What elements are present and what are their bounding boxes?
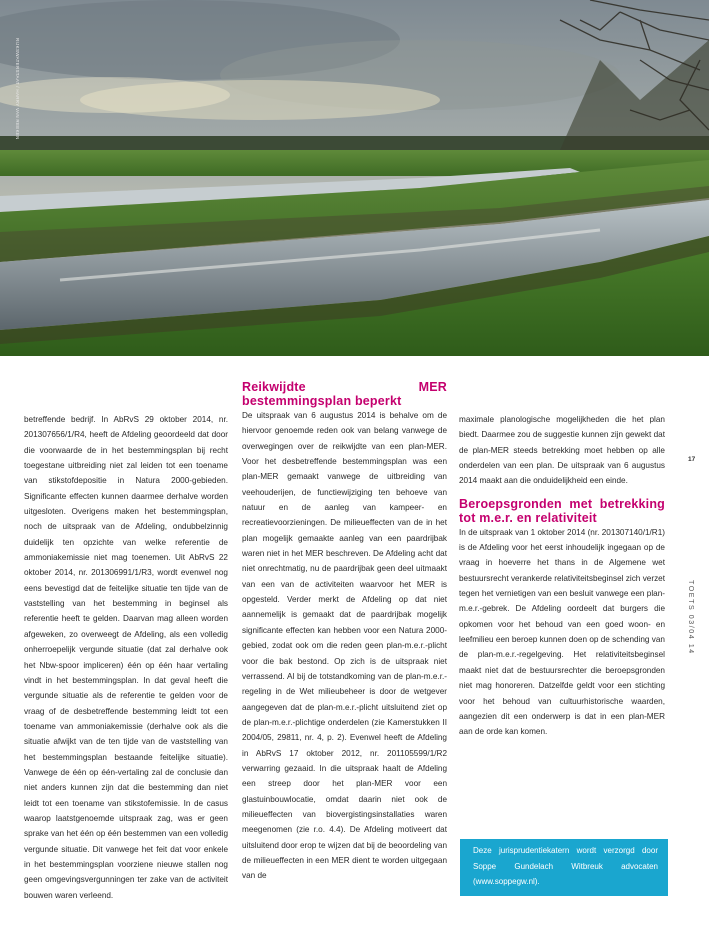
section-heading-beroepsgronden: Beroepsgronden met betrekking tot m.e.r. en relativiteit: [459, 496, 665, 525]
photo-credit: [12, 38, 22, 178]
column3-paragraph-1: maximale planologische mogelijkheden die het plan biedt. Daarmee zou de suggestie kunnen zijn gewekt dat de plan-MER steeds betrekking moet hebben op alle onderdelen van een plan. De uitspraak van 6 augustus 2014 maakt aan die onduidelijkheid een einde.: [459, 415, 665, 486]
article-column-3: [459, 412, 665, 740]
info-box-text: Deze jurisprudentiekatern wordt verzorgd door Soppe Gundelach Witbreuk advocaten (www.soppegw.nl).: [473, 846, 658, 886]
running-head-text: TOETS 03/04 14: [687, 580, 694, 655]
landscape-photo: [0, 0, 709, 356]
column2-paragraph: De uitspraak van 6 augustus 2014 is behalve om de hiervoor genoemde reden ook van belang vanwege de overwegingen over de reikwijdte van een plan-MER. Voor het desbetreffende bestemmingsplan was een plan-MER gemaakt vanwege de uitbreiding van veehouderijen, de functiewijziging ten behoeve van natuur en de aanleg van kampeer- en recreatievoorzieningen. De milieueffecten van de in het plan mogelijk gemaakte aanleg van een paardrijbak waren niet in het MER beschreven. De Afdeling acht dat niet onrechtmatig, nu de paardrijbak geen deel uitmaakt van een van de activiteiten waarvoor het MER is opgesteld. Verder merkt de Afdeling op dat niet aannemelijk is gemaakt dat de paardrijbak mogelijk significante effecten kan hebben voor een Natura 2000-gebied, zodat ook om die reden geen plan-m.e.r.-plicht voor die bak bestond. Op zich is de uitspraak niet verrassend. Al bij de totstandkoming van de plan-m.e.r.-regeling in de Wet milieubeheer is door de wetgever aangegeven dat de plan-m.e.r.-plicht uitsluitend ziet op de plan-m.e.r.-plichtige onderdelen (zie Kamerstukken II 2004/05, 29811, nr. 4, p. 2). Evenwel heeft de Afdeling in AbRvS 17 oktober 2012, nr. 201105599/1/R2 verwarring gezaaid. In die uitspraak haalt de Afdeling een streep door het plan-MER voor een glastuinbouwlocatie, omdat daarin niet ook de milieueffecten van biovergistingsinstallaties waren meegenomen (zie r.o. 4.4). De Afdeling motiveert dat uitsluitend door erop te wijzen dat bij de beoordeling van de milieueffecten in een MER dient te worden uitgegaan van de: [242, 411, 447, 881]
section-heading-reikwijdte: Reikwijdte MER bestemmingsplan beperkt: [242, 380, 447, 408]
photo-credit-text: RIJKSWATERSTAAT / HARRY VAN REEKEN: [15, 38, 20, 140]
article-column-2: [242, 380, 447, 884]
info-box: [460, 839, 668, 896]
column3-paragraph-2: In de uitspraak van 1 oktober 2014 (nr. 201307140/1/R1) is de Afdeling voor het eerst inhoudelijk ingegaan op de vraag in hoeverre het thans in de Algemene wet bestuursrecht verankerde relativiteitsbeginsel zich verzet tegen het vernietigen van een besluit vanwege een plan-m.e.r.-gebrek. De Afdeling oordeelt dat burgers die opkomen voor het behoud van een goed woon- en leefmilieu een beroep kunnen doen op de schending van de plan-m.e.r.-regelgeving. Het relativiteitsbeginsel maakt niet dat de bestuursrechter die beroepsgronden niet mag honoreren. Datzelfde geldt voor een stichting voor het behoud van cultuurhistorische waarden, aangezien dit een onderwerp is dat in een plan-MER aan de orde kan komen.: [459, 527, 665, 737]
page-number: 17: [688, 456, 696, 463]
column1-paragraph: betreffende bedrijf. In AbRvS 29 oktober 2014, nr. 201307656/1/R4, heeft de Afdeling geoordeeld dat door die voorwaarde de in het bestemmingsplan bij recht toegestane uitbreiding niet zal leiden tot een toename van stikstofdepositie in Natura 2000-gebieden. Significante effecten kunnen daarmee derhalve worden uitgesloten. Overigens maken het bestemmingsplan, noch de uitspraak van de Afdeling, ondubbelzinnig duidelijk ten opzichte van welke referentie de ammoniakemissie niet mag toenemen. Uit AbRvS 22 oktober 2014, nr. 201306991/1/R3, wordt evenwel nog eens bevestigd dat de feitelijke situatie ten tijde van de vaststelling van het bestemming in beginsel als referentie heeft te gelden. Daarvan mag alleen worden afgeweken, zo overweegt de Afdeling, als een volledig onherroepelijk vergunde situatie (dat zal derhalve ook het Nbw-spoor impliceren) één op één haar vertaling vindt in het bestemmingsplan. In dat geval heeft die vergunde situatie als de referentie te gelden voor de vraag of de desbetreffende bestemming leidt tot een toename van ammoniakemissie (derhalve ook als die situatie afwijkt van de ten tijde van de vaststelling van het bestemmingsplan bestaande feitelijke situatie). Vanwege de één op één-vertaling zal de conclusie dan niet anders kunnen zijn dat die bestemming dan niet leidt tot een toename van stikstofemissie. In de casus waarop laatstgenoemde uitspraak zag, was er geen sprake van het één op één bestemmen van een volledig vergunde situatie. Dit vanwege het feit dat voor enkele in het bestemmingsplan voorziene nieuwe stallen nog geen omgevingsvergunningen ter zake van de activiteit bouwen waren verleend.: [24, 415, 228, 900]
article-column-1: [24, 412, 228, 903]
